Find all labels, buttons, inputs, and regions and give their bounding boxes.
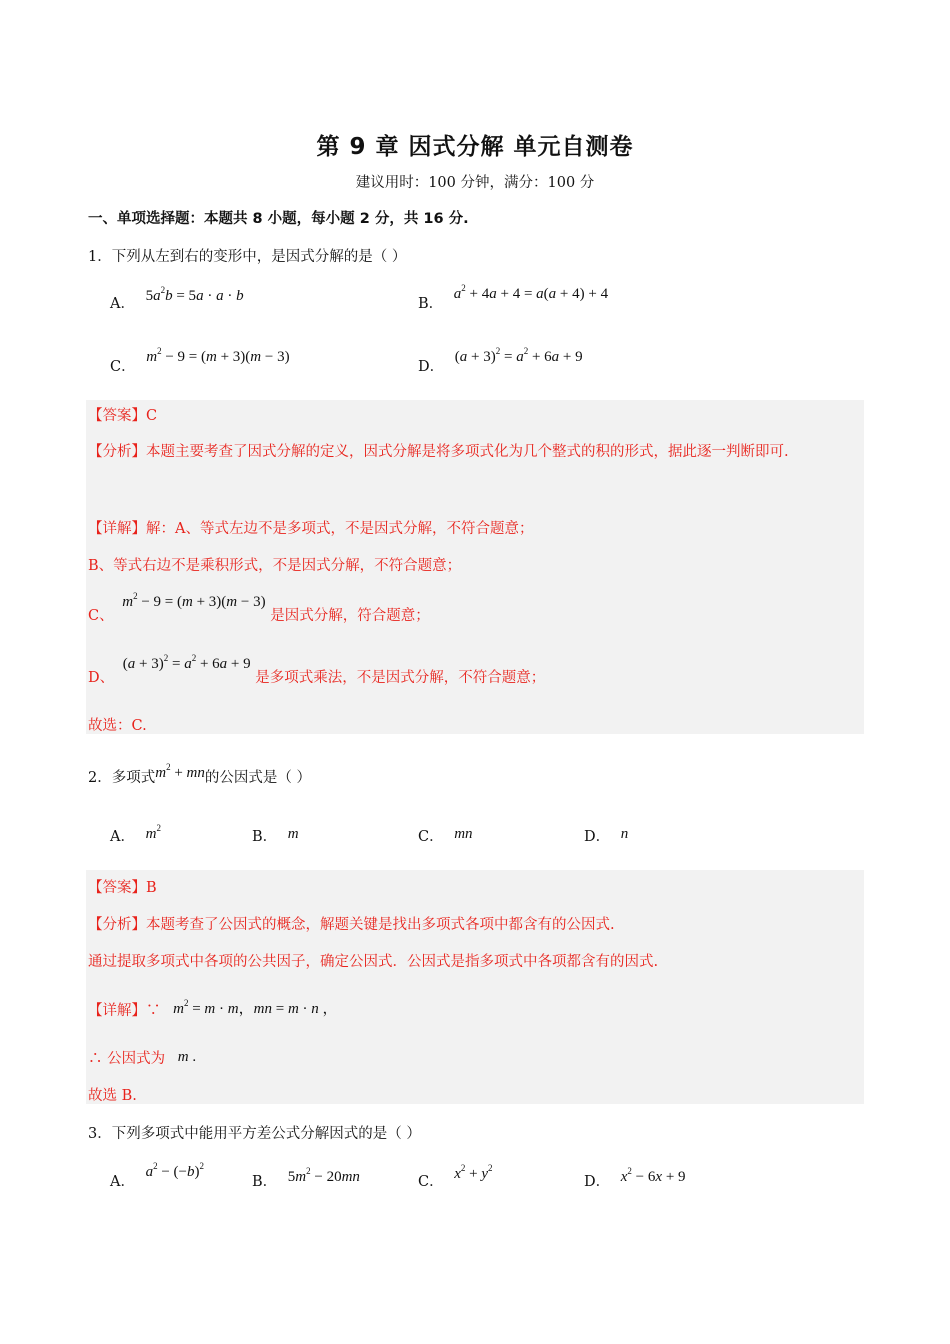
q1-option-c-formula: $m^2 - 9 = (m + 3)(m - 3)$ [146, 346, 290, 365]
q2-option-a [110, 825, 161, 846]
q2-option-a-label: A． [110, 829, 135, 845]
q1-detail-c-label: C、 [88, 608, 114, 624]
q2-option-c [418, 825, 473, 846]
q2-therefore-formula: m . [177, 1049, 197, 1065]
q1-option-d [418, 346, 583, 376]
question-3-stem: 3．下列多项式中能用平方差公式分解因式的是（ ） [88, 1126, 421, 1142]
question-2-stem [88, 762, 311, 787]
q3-option-c-label: C． [418, 1174, 444, 1190]
section-heading: 一、单项选择题：本题共 8 小题，每小题 2 分，共 16 分. [88, 211, 469, 227]
q1-detail-b: B、等式右边不是乘积形式，不是因式分解，不符合题意； [88, 558, 462, 574]
q3-option-a [110, 1161, 205, 1191]
q2-option-c-label: C． [418, 829, 444, 845]
q1-detail-c [88, 591, 430, 625]
q2-analysis: 【分析】本题考查了公因式的概念，解题关键是找出多项式各项中都含有的公因式. [88, 917, 615, 933]
q2-detail-formula: $m^2 = m \cdot m$，mn = m · n ， [173, 998, 338, 1017]
q1-detail-d [88, 653, 546, 687]
q1-detail-c-formula: $m^2 - 9 = (m + 3)(m - 3)$ [122, 591, 266, 610]
q1-option-d-label: D． [418, 359, 445, 375]
q3-option-a-formula: $a^2 - (-b)^2$ [145, 1161, 205, 1180]
q2-detail-label: 【详解】∵ [88, 1003, 161, 1019]
q1-detail-c-text: 是因式分解，符合题意； [270, 608, 430, 624]
q2-option-a-formula: $m^2$ [145, 823, 161, 842]
page-title: 第 9 章 因式分解 单元自测卷 [316, 134, 634, 160]
q1-detail-a: 【详解】解：A、等式左边不是多项式，不是因式分解，不符合题意； [88, 521, 534, 537]
q2-answer: 【答案】B [88, 880, 157, 896]
q3-option-b-label: B． [252, 1174, 278, 1190]
q3-option-d-formula: $x^2 - 6x + 9$ [620, 1166, 686, 1185]
q2-stem-pre: 2．多项式 [88, 770, 156, 786]
q2-conclusion: 故选 B. [88, 1088, 137, 1104]
q3-option-b-formula: $5m^2 - 20mn$ [287, 1166, 360, 1185]
q1-option-d-formula: $(a + 3)^2 = a^2 + 6a + 9$ [454, 346, 583, 365]
q2-therefore [88, 1047, 196, 1068]
q1-detail-d-label: D、 [88, 670, 115, 686]
q1-detail-d-text: 是多项式乘法，不是因式分解，不符合题意； [255, 670, 546, 686]
q2-therefore-text: ∴ 公因式为 [88, 1051, 166, 1067]
question-1-stem: 1．下列从左到右的变形中，是因式分解的是（ ） [88, 249, 407, 265]
q3-option-d-label: D． [584, 1174, 611, 1190]
page-subtitle: 建议用时：100 分钟，满分：100 分 [355, 175, 595, 191]
q1-option-b-label: B． [418, 296, 444, 312]
q2-stem-formula: $m^2$ + mn [155, 762, 205, 781]
q2-analysis-2: 通过提取多项式中各项的公共因子，确定公因式．公因式是指多项式中各项都含有的因式. [88, 954, 659, 970]
q2-answer-panel [86, 870, 864, 1104]
q2-option-c-formula: mn [454, 826, 473, 842]
q1-option-c-label: C． [110, 359, 136, 375]
q1-option-a-label: A． [110, 296, 135, 312]
q2-option-b [252, 825, 299, 846]
q2-option-d-label: D． [584, 829, 611, 845]
q3-option-c-formula: $x^2 + y^2$ [454, 1163, 493, 1182]
q1-option-b [418, 283, 609, 313]
q3-option-a-label: A． [110, 1174, 135, 1190]
q1-analysis: 【分析】本题主要考查了因式分解的定义，因式分解是将多项式化为几个整式的积的形式，据此逐一判断即可. [88, 444, 789, 460]
q2-stem-post: 的公因式是（ ） [204, 770, 311, 786]
q2-option-d-formula: n [620, 826, 629, 842]
q1-option-c [110, 346, 290, 376]
q2-option-b-label: B． [252, 829, 278, 845]
q3-option-d [584, 1166, 686, 1191]
q1-detail-d-formula: $(a + 3)^2 = a^2 + 6a + 9$ [122, 653, 251, 672]
q1-option-a [110, 285, 244, 313]
q2-detail [88, 999, 338, 1020]
q1-option-b-formula: $a^2 + 4a + 4 = a(a + 4) + 4$ [453, 283, 609, 302]
q2-option-b-formula: m [287, 826, 299, 842]
q1-answer: 【答案】C [88, 408, 158, 424]
q1-conclusion: 故选：C. [88, 718, 147, 734]
q1-option-a-formula: $5a^2b = 5a \cdot a \cdot b$ [145, 285, 244, 304]
q2-option-d [584, 825, 628, 846]
q3-option-b [252, 1166, 360, 1191]
q3-option-c [418, 1163, 493, 1191]
